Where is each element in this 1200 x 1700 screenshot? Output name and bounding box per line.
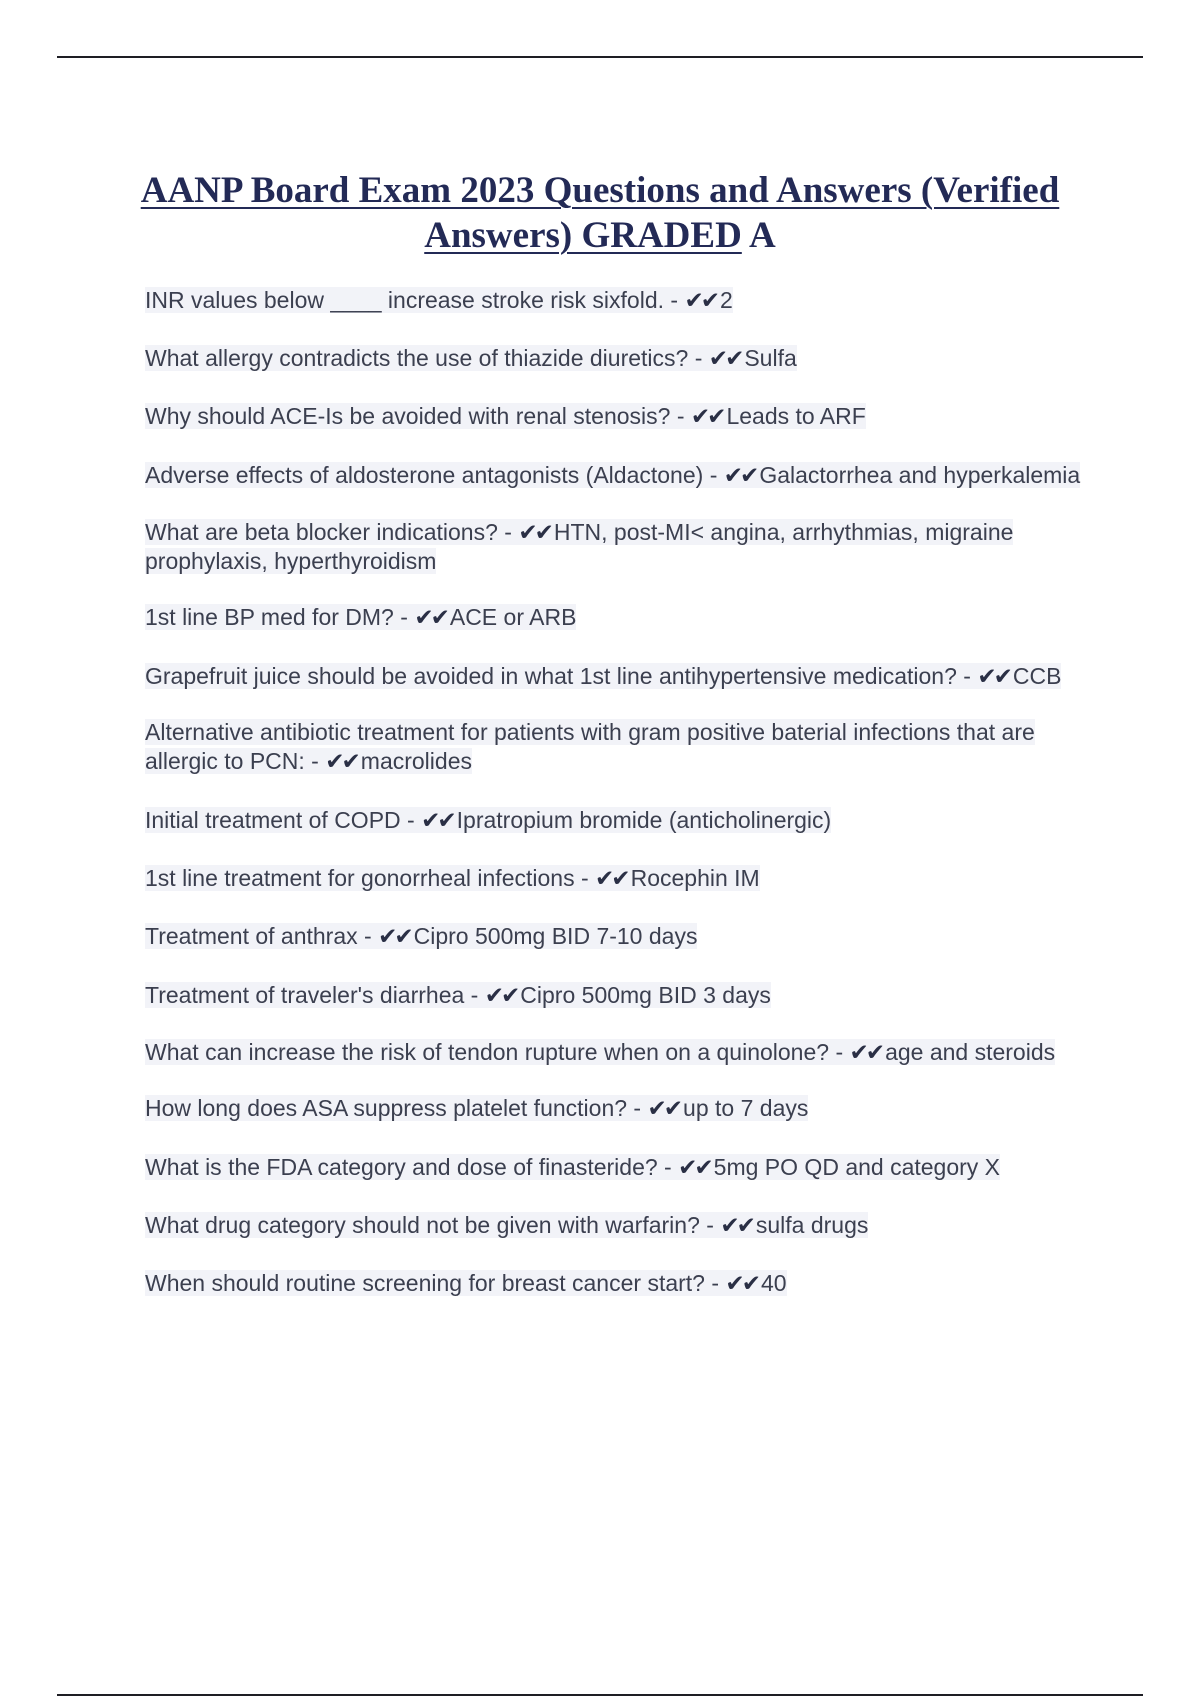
bottom-rule [57,1694,1143,1696]
answer-text: Cipro 500mg BID 7-10 days [413,923,698,949]
double-check-icon: ✔✔ [725,1270,758,1296]
answer-text: 2 [720,287,733,313]
double-check-icon: ✔✔ [484,982,518,1008]
answer-text: HTN, post-MI< angina, arrhythmias, migraine prophylaxis, hyperthyroidism [145,519,1014,574]
separator-text: - [304,748,326,774]
qa-text [145,287,733,313]
answer-text: Cipro 500mg BID 3 days [520,982,771,1008]
qa-item [145,518,1085,576]
qa-text [145,982,771,1008]
separator-text: - [956,663,978,689]
double-check-icon: ✔✔ [708,345,742,371]
title-suffix: A [749,215,776,256]
answer-text: Sulfa [744,345,797,371]
separator-text: - [464,982,485,1008]
qa-item [145,402,1085,431]
separator-text: - [699,1212,721,1238]
qa-text [145,923,697,949]
answer-text: Rocephin IM [630,865,760,891]
title-underlined-text: AANP Board Exam 2023 Questions and Answers (Verified Answers) GRADED [140,170,1060,256]
qa-item [145,1094,1085,1123]
qa-text [145,403,866,429]
double-check-icon: ✔✔ [977,663,1010,689]
question-text: When should routine screening for breast cancer start? [145,1270,705,1296]
double-check-icon: ✔✔ [723,462,757,488]
qa-text [145,462,1080,488]
double-check-icon: ✔✔ [849,1039,883,1065]
double-check-icon: ✔✔ [518,519,551,545]
separator-text: - [670,403,691,429]
qa-text [145,865,760,891]
question-text: Treatment of traveler's diarrhea [145,982,465,1008]
question-text: 1st line BP med for DM? [145,604,394,630]
separator-text: - [393,604,415,630]
qa-text [145,1270,787,1296]
question-text: How long does ASA suppress platelet function? [145,1095,628,1121]
qa-text [145,519,1013,574]
separator-text: - [657,1154,679,1180]
answer-text: age and steroids [885,1039,1056,1065]
qa-item [145,603,1085,632]
qa-text [145,1039,1055,1065]
answer-text: up to 7 days [683,1095,809,1121]
qa-text [145,719,1035,774]
question-text: What can increase the risk of tendon rupture when on a quinolone? [145,1039,830,1065]
qa-item [145,718,1085,776]
qa-text [145,1212,868,1238]
double-check-icon: ✔✔ [414,604,447,630]
separator-text: - [357,923,379,949]
qa-item [145,864,1085,893]
document-title [100,168,1100,258]
double-check-icon: ✔✔ [421,807,454,833]
double-check-icon: ✔✔ [378,923,411,949]
separator-text: - [703,462,724,488]
qa-item [145,981,1085,1010]
separator-text: - [664,287,685,313]
answer-text: macrolides [360,748,472,774]
double-check-icon: ✔✔ [325,748,358,774]
qa-item [145,1038,1085,1067]
qa-item [145,806,1085,835]
question-text: 1st line treatment for gonorrheal infections [145,865,575,891]
answer-text: ACE or ARB [449,604,577,630]
qa-text [145,663,1061,689]
qa-text [145,604,576,630]
qa-item [145,1211,1085,1240]
separator-text: - [497,519,519,545]
qa-item [145,461,1085,490]
question-text: Adverse effects of aldosterone antagonists (Aldactone) [145,462,704,488]
qa-item [145,922,1085,951]
qa-list [145,286,1085,1298]
separator-text: - [829,1039,850,1065]
separator-text: - [627,1095,648,1121]
qa-item [145,344,1085,373]
double-check-icon: ✔✔ [595,865,628,891]
qa-item [145,662,1085,691]
question-text: What allergy contradicts the use of thiazide diuretics? [145,345,689,371]
double-check-icon: ✔✔ [720,1212,753,1238]
double-check-icon: ✔✔ [690,403,724,429]
qa-text [145,345,797,371]
separator-text: - [704,1270,726,1296]
double-check-icon: ✔✔ [684,287,718,313]
question-text: What drug category should not be given with warfarin? [145,1212,700,1238]
qa-text [145,1154,1000,1180]
qa-item [145,1153,1085,1182]
separator-text: - [574,865,596,891]
answer-text: 40 [760,1270,787,1296]
top-rule [57,56,1143,58]
answer-text: 5mg PO QD and category X [713,1154,1001,1180]
answer-text: CCB [1012,663,1062,689]
qa-text [145,1095,808,1121]
separator-text: - [400,807,422,833]
answer-text: sulfa drugs [755,1212,869,1238]
double-check-icon: ✔✔ [647,1095,681,1121]
question-text: What is the FDA category and dose of finasteride? [145,1154,658,1180]
question-text: INR values below ____ increase stroke risk sixfold. [145,287,665,313]
question-text: Grapefruit juice should be avoided in what 1st line antihypertensive medication? [145,663,957,689]
qa-text [145,807,831,833]
answer-text: Ipratropium bromide (anticholinergic) [456,807,832,833]
answer-text: Galactorrhea and hyperkalemia [759,462,1081,488]
qa-item [145,286,1085,315]
question-text: Initial treatment of COPD [145,807,401,833]
qa-item [145,1269,1085,1298]
double-check-icon: ✔✔ [678,1154,711,1180]
question-text: Treatment of anthrax [145,923,358,949]
answer-text: Leads to ARF [726,403,866,429]
question-text: Why should ACE-Is be avoided with renal stenosis? [145,403,671,429]
separator-text: - [688,345,709,371]
question-text: Alternative antibiotic treatment for patients with gram positive baterial infections that are allergic to PCN: [145,719,1035,774]
question-text: What are beta blocker indications? [145,519,498,545]
